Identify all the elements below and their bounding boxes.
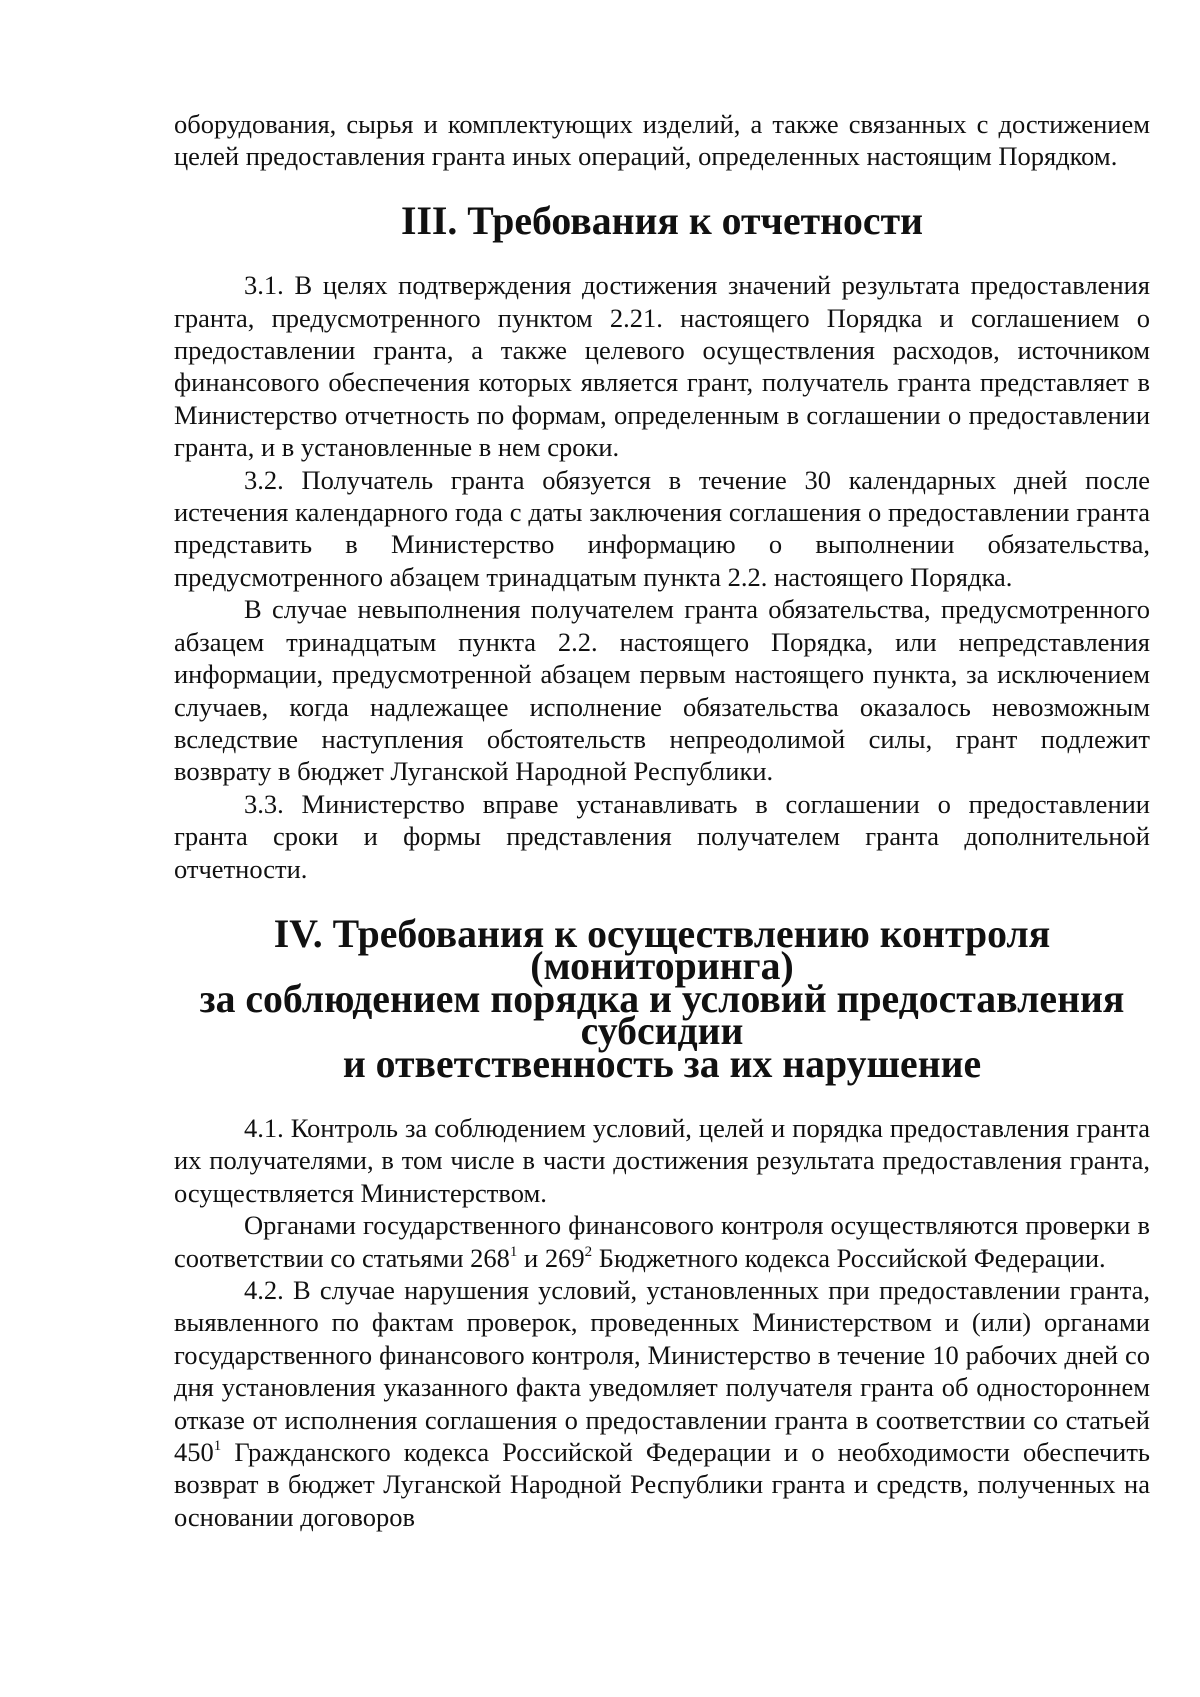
section-4-heading-line-1: IV. Требования к осуществлению контроля (мониторинга) [273, 911, 1051, 989]
paragraph-3-1: 3.1. В целях подтверждения достижения значений результата предоставления гранта, предусмотренного пунктом 2.21. настоящего Порядка и соглашением о предоставлении гранта, а также целевого осуществления расходов, источником финансового обеспечения которых является грант, получатель гранта представляет в Министерство отчетность по формам, определенным в соглашении о предоставлении гранта, и в установленные в нем сроки. [174, 270, 1150, 463]
section-4-heading-line-2: за соблюдением порядка и условий предоставления субсидии [199, 976, 1125, 1054]
paragraph-4-1-b [174, 1209, 1150, 1274]
paragraph-intro: оборудования, сырья и комплектующих изделий, а также связанных с достижением целей предоставления гранта иных операций, определенных настоящим Порядком. [174, 109, 1150, 172]
paragraph-3-2: 3.2. Получатель гранта обязуется в течение 30 календарных дней после истечения календарного года с даты заключения соглашения о предоставлении гранта представить в Министерство информацию о выполнении обязательства, предусмотренного абзацем тринадцатым пункта 2.2. настоящего Порядка. [174, 464, 1150, 592]
paragraph-4-1-b-text-3: Бюджетного кодекса Российской Федерации. [592, 1242, 1106, 1273]
paragraph-4-2-text-1: 4.2. В случае нарушения условий, установленных при предоставлении гранта, выявленного по фактам проверок, проведенных Министерством и (или) органами государственного финансового контроля, Министерство в течение 10 рабочих дней со дня установления указанного факта уведомляет получателя гранта об одностороннем отказе от исполнения соглашения о предоставлении гранта в соответствии со статьей 450 [174, 1275, 1150, 1468]
section-4-heading-line-3: и ответственность за их нарушение [342, 1041, 982, 1086]
footnote-superscript: 2 [584, 1243, 593, 1260]
paragraph-3-3: 3.3. Министерство вправе устанавливать в соглашении о предоставлении гранта сроки и формы представления получателем гранта дополнительной отчетности. [174, 788, 1150, 884]
paragraph-4-1-b-text-1: Органами государственного финансового контроля осуществляются проверки в соответствии со статьями 268 [174, 1210, 1150, 1273]
paragraph-4-1-b-text-2: и 269 [517, 1242, 585, 1273]
document-page [174, 108, 1150, 1533]
section-3-heading: III. Требования к отчетности [400, 198, 923, 243]
footnote-superscript: 1 [509, 1243, 518, 1260]
paragraph-4-2 [174, 1274, 1150, 1533]
footnote-superscript: 1 [213, 1438, 222, 1455]
section-4-heading [174, 911, 1150, 1086]
paragraph-3-2-b: В случае невыполнения получателем гранта обязательства, предусмотренного абзацем тринадцатым пункта 2.2. настоящего Порядка, или непредставления информации, предусмотренной абзацем первым настоящего пункта, за исключением случаев, когда надлежащее исполнение обязательства оказалось невозможным вследствие наступления обстоятельств непреодолимой силы, грант подлежит возврату в бюджет Луганской Народной Республики. [174, 594, 1150, 787]
paragraph-4-1: 4.1. Контроль за соблюдением условий, целей и порядка предоставления гранта их получателями, в том числе в части достижения результата предоставления гранта, осуществляется Министерством. [174, 1112, 1150, 1208]
paragraph-4-2-text-2: Гражданского кодекса Российской Федерации и о необходимости обеспечить возврат в бюджет Луганской Народной Республики гранта и средств, полученных на основании договоров [174, 1437, 1150, 1532]
